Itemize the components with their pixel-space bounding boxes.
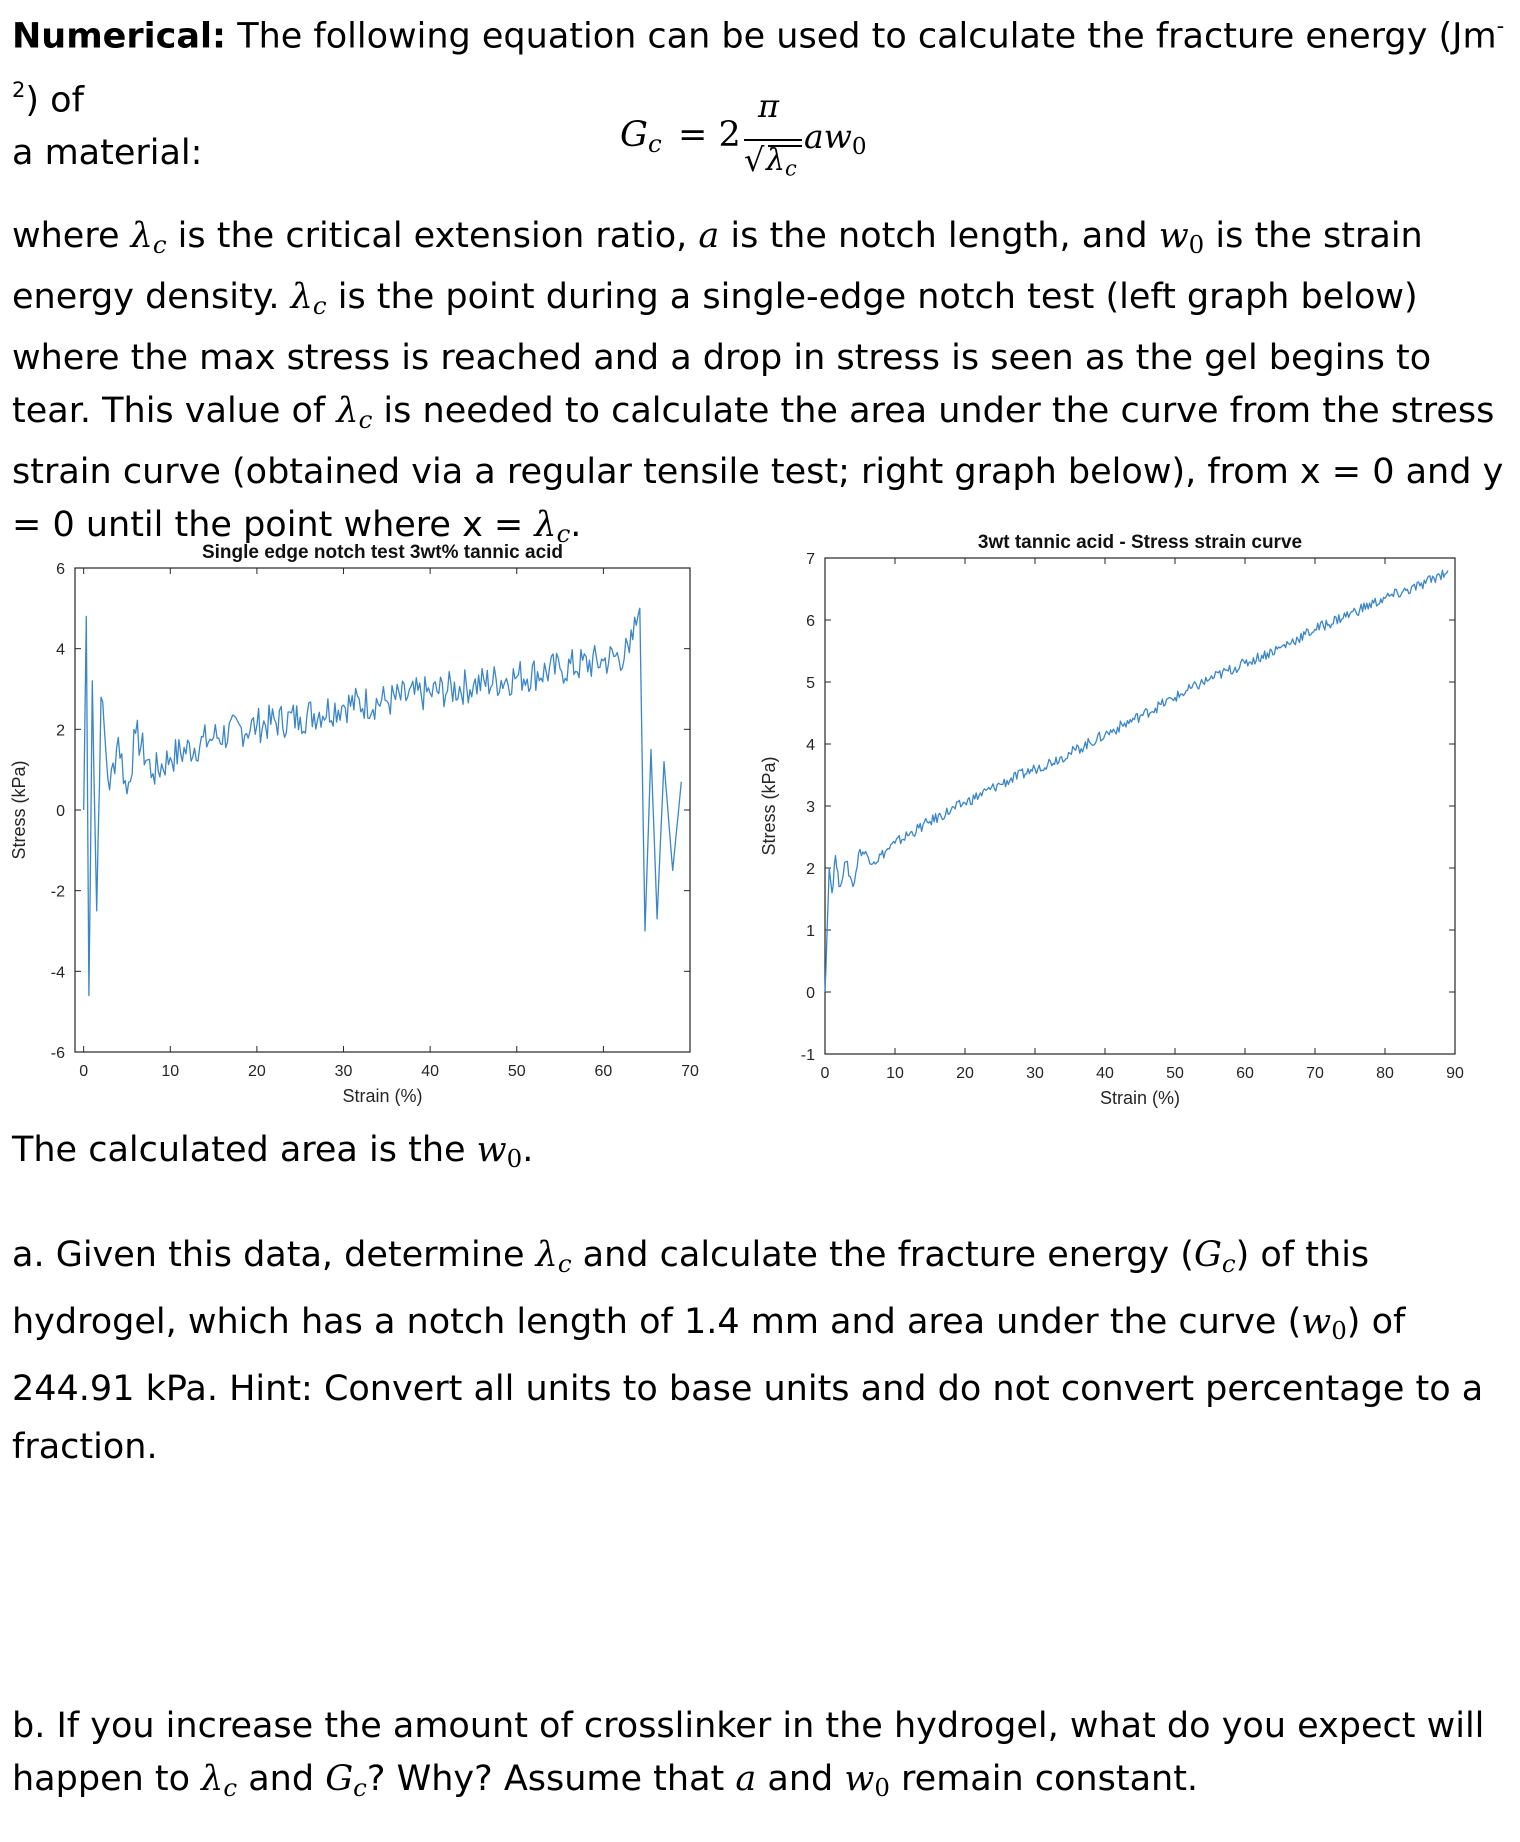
y-tick-label: 0 <box>806 985 815 1002</box>
y-axis-label: Stress (kPa) <box>759 756 779 856</box>
x-tick-label: 40 <box>1096 1065 1114 1082</box>
x-tick-label: 10 <box>161 1063 180 1080</box>
def-text: is the notch length, and <box>719 216 1159 256</box>
x-tick-label: 60 <box>594 1063 613 1080</box>
y-tick-label: 5 <box>806 675 815 692</box>
def-text: is the strain energy density. <box>12 216 1423 318</box>
y-axis-label: Stress (kPa) <box>9 760 29 860</box>
lambda-sub: c <box>152 230 167 260</box>
y-tick-label: 2 <box>56 722 65 740</box>
def-text: is needed to calculate the area under the curve from the stress strain curve (obtained via a regular tensile test; right graph below), from x = 0 and y = 0 until the point where x = <box>12 391 1504 546</box>
plot-frame <box>75 568 690 1052</box>
lambda-sub: c <box>557 1249 572 1279</box>
intro-line2: a material: <box>12 133 203 174</box>
lambda-sub: c <box>312 291 327 321</box>
eq-denominator-sub: c <box>785 156 797 181</box>
lambda-symbol: λ <box>201 1759 224 1799</box>
x-tick-label: 20 <box>248 1063 266 1080</box>
qa-text: a. Given this data, determine <box>12 1235 536 1275</box>
lambda-symbol: λ <box>336 391 359 432</box>
x-axis-label: Strain (%) <box>342 1086 423 1106</box>
qb-text: b. If you increase the amount of crosslinker in the hydrogel, what do you expect will happen to <box>12 1706 1485 1799</box>
def-text: is the point during a single-edge notch test (left graph below) where the max stress is reached and a drop in stress is seen as the gel begins to tear. This value of <box>12 277 1432 432</box>
x-axis-label: Strain (%) <box>1099 1088 1181 1108</box>
area-note-end: . <box>522 1130 534 1170</box>
y-tick-label: -1 <box>800 1047 815 1064</box>
w-symbol: w <box>1301 1302 1332 1343</box>
intro-text-end: ) of <box>25 80 84 121</box>
w-sub: 0 <box>874 1773 890 1803</box>
x-tick-label: 0 <box>79 1063 89 1080</box>
chart-title: 3wt tannic acid - Stress strain curve <box>977 532 1303 553</box>
x-tick-label: 70 <box>681 1063 699 1080</box>
x-tick-label: 40 <box>421 1063 440 1080</box>
qb-text: remain constant. <box>889 1759 1199 1799</box>
eq-equals-two: = 2 <box>678 115 741 155</box>
y-tick-label: 1 <box>806 923 815 940</box>
eq-tail: aw <box>804 117 852 156</box>
lambda-sub: c <box>358 405 373 435</box>
eq-lhs-sub: c <box>647 129 662 159</box>
w-symbol: w <box>476 1130 507 1170</box>
x-tick-label: 50 <box>507 1063 526 1080</box>
def-text: is the critical extension ratio, <box>166 216 699 256</box>
w-symbol: w <box>844 1759 875 1799</box>
area-note-text: The calculated area is the <box>12 1130 477 1170</box>
qa-text: and calculate the fracture energy ( <box>571 1235 1194 1275</box>
question-b <box>12 1700 1507 1814</box>
def-text: where <box>12 216 131 256</box>
y-tick-label: 2 <box>806 861 815 878</box>
qb-text: and <box>756 1759 845 1799</box>
eq-denominator: λ <box>766 143 786 178</box>
y-tick-label: 3 <box>806 799 815 816</box>
g-sub: c <box>353 1773 367 1803</box>
eq-numerator: π <box>758 87 780 125</box>
lambda-sub: c <box>556 519 571 549</box>
question-a <box>12 1226 1507 1476</box>
area-note <box>12 1124 1507 1185</box>
a-symbol: a <box>698 216 720 256</box>
qa-text: ) of this hydrogel, which has a notch length of 1.4 mm and area under the curve ( <box>12 1235 1370 1343</box>
chart-stress-strain <box>755 528 1520 1128</box>
w-sub: 0 <box>506 1144 523 1174</box>
x-tick-label: 80 <box>1376 1065 1394 1082</box>
sqrt-sign: √ <box>744 141 765 179</box>
x-tick-label: 20 <box>956 1065 974 1082</box>
a-symbol: a <box>735 1759 757 1799</box>
x-tick-label: 90 <box>1446 1065 1464 1082</box>
equation <box>620 87 920 205</box>
lambda-sub: c <box>223 1773 238 1803</box>
x-tick-label: 50 <box>1166 1065 1184 1082</box>
qb-text: ? Why? Assume that <box>366 1759 736 1799</box>
heading: Numerical: <box>12 16 227 57</box>
x-tick-label: 30 <box>334 1063 353 1080</box>
plot-frame <box>825 558 1455 1054</box>
w-symbol: w <box>1158 216 1189 256</box>
lambda-symbol: λ <box>535 1235 558 1275</box>
g-sub: c <box>1221 1249 1236 1279</box>
w-sub: 0 <box>1331 1316 1347 1346</box>
eq-lhs: G <box>620 115 648 155</box>
x-tick-label: 30 <box>1026 1065 1044 1082</box>
y-tick-label: 4 <box>806 737 815 754</box>
y-tick-label: -4 <box>50 964 65 982</box>
y-tick-label: 4 <box>56 641 65 659</box>
def-text: . <box>570 505 582 546</box>
g-symbol: G <box>325 1759 354 1799</box>
intro-text: The following equation can be used to calculate the fracture energy (Jm <box>237 16 1497 57</box>
x-tick-label: 60 <box>1236 1065 1254 1082</box>
qa-text: ) of 244.91 kPa. Hint: Convert all units to base units and do not convert percentage to a fraction. <box>12 1302 1484 1468</box>
unit-exponent: -2 <box>12 14 1505 102</box>
y-tick-label: -6 <box>50 1045 65 1062</box>
definition-paragraph <box>12 210 1507 561</box>
eq-tail-sub: 0 <box>851 133 867 160</box>
y-tick-label: 6 <box>806 613 815 630</box>
chart-title: Single edge notch test 3wt% tannic acid <box>201 542 564 563</box>
x-tick-label: 0 <box>820 1065 830 1082</box>
g-symbol: G <box>1193 1235 1222 1275</box>
y-tick-label: 6 <box>56 561 65 578</box>
x-tick-label: 70 <box>1306 1065 1324 1082</box>
x-tick-label: 10 <box>886 1065 904 1082</box>
y-tick-label: -2 <box>50 883 65 901</box>
qb-text: and <box>237 1759 326 1799</box>
chart-single-edge-notch <box>0 528 730 1118</box>
y-tick-label: 7 <box>806 551 815 568</box>
lambda-symbol: λ <box>130 216 153 256</box>
lambda-symbol: λ <box>534 505 557 546</box>
lambda-symbol: λ <box>290 277 313 318</box>
y-tick-label: 0 <box>56 803 65 820</box>
w-sub: 0 <box>1188 230 1205 260</box>
